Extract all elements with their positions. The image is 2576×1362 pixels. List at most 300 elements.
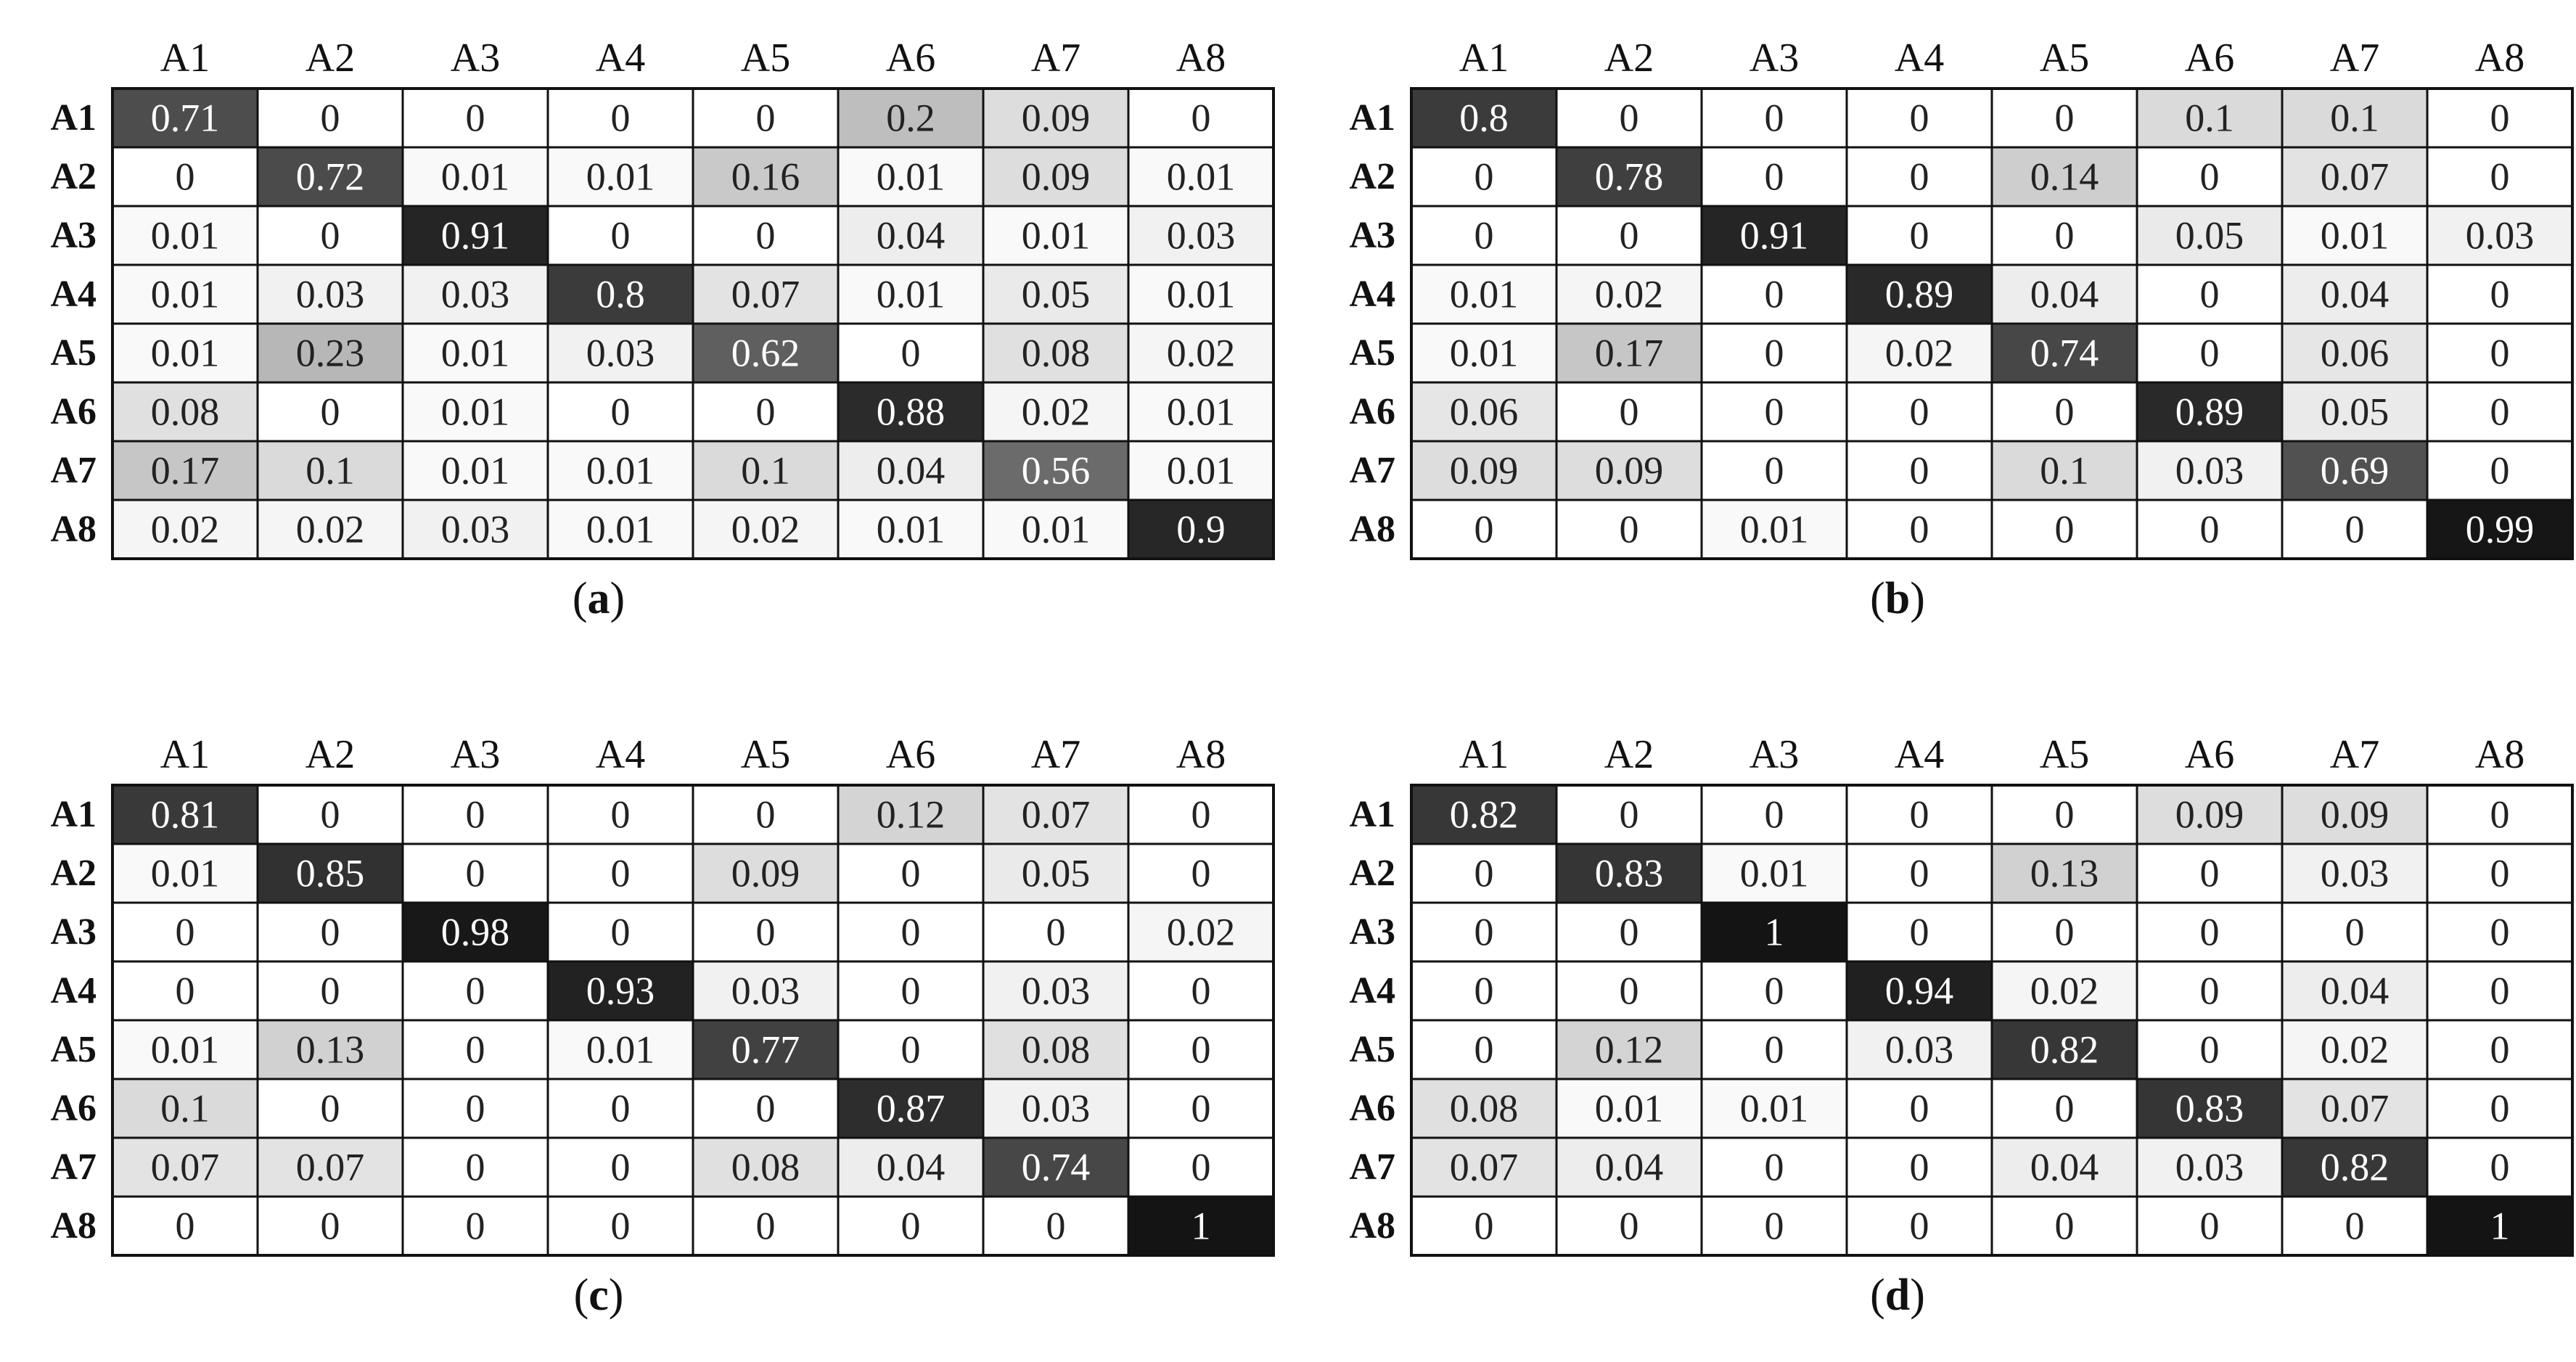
column-label: A1: [160, 732, 210, 777]
cell-value: 0.07: [1021, 792, 1091, 837]
cell-value: 0: [1046, 1204, 1066, 1248]
cell-value: 0.01: [1449, 272, 1519, 316]
cell-value: 0.08: [150, 390, 220, 434]
row-label: A5: [1349, 1029, 1395, 1070]
cell-value: 0: [2199, 851, 2220, 895]
cell-value: 0: [1191, 1027, 1211, 1072]
cell-value: 0.72: [295, 155, 365, 199]
cell-value: 0.17: [1594, 331, 1664, 375]
cell-value: 0.83: [2175, 1086, 2244, 1131]
row-label: A8: [1349, 1205, 1395, 1247]
cell-value: 0: [1909, 213, 1929, 258]
cell-value: 0: [2199, 1204, 2220, 1248]
cell-value: 0: [2199, 331, 2220, 375]
cell-value: 0: [1909, 1086, 1929, 1131]
cell-value: 0: [1619, 910, 1639, 954]
cell-value: 0.04: [2030, 1145, 2099, 1189]
cell-value: 0.02: [1884, 331, 1954, 375]
column-label: A7: [2329, 36, 2380, 81]
cell-value: 0: [2345, 910, 2365, 954]
cell-value: 0.12: [1594, 1027, 1664, 1072]
cell-value: 0.01: [440, 331, 510, 375]
cell-value: 0.89: [1884, 272, 1954, 316]
confusion-matrix-d: [1299, 697, 2525, 1306]
cell-value: 0.87: [876, 1086, 946, 1131]
cell-value: 0.02: [150, 507, 220, 551]
cell-value: 0.09: [731, 851, 800, 895]
cell-value: 0.01: [150, 331, 220, 375]
cell-value: 0.09: [1449, 448, 1519, 493]
column-label: A3: [1749, 36, 1800, 81]
row-label: A3: [1349, 911, 1395, 953]
cell-value: 0.01: [150, 1027, 220, 1072]
cell-value: 0.07: [2320, 155, 2390, 199]
cell-value: 0.02: [1166, 910, 1236, 954]
cell-value: 0.9: [1176, 507, 1226, 551]
cell-value: 0: [755, 792, 776, 837]
cell-value: 0.02: [2320, 1027, 2390, 1072]
column-label: A3: [450, 732, 501, 777]
cell-value: 0: [2490, 272, 2510, 316]
cell-value: 0.82: [2320, 1145, 2390, 1189]
row-label: A6: [50, 1088, 97, 1129]
row-label: A2: [50, 853, 97, 894]
cell-value: 0.04: [2320, 969, 2390, 1013]
cell-value: 0: [2199, 969, 2220, 1013]
cell-value: 0.08: [1021, 1027, 1091, 1072]
cell-value: 0.03: [586, 331, 655, 375]
cell-value: 0: [175, 969, 195, 1013]
cell-value: 0.82: [2030, 1027, 2099, 1072]
row-label: A3: [1349, 215, 1395, 256]
cell-value: 0: [755, 1204, 776, 1248]
cell-value: 0.23: [295, 331, 365, 375]
cell-value: 0: [1764, 1027, 1784, 1072]
cell-value: 0.09: [1594, 448, 1664, 493]
row-label: A5: [50, 332, 97, 374]
cell-value: 0: [1474, 1204, 1494, 1248]
cell-value: 0: [465, 96, 485, 140]
cell-value: 0.05: [2175, 213, 2244, 258]
cell-value: 0: [1909, 1204, 1929, 1248]
cell-value: 0: [2490, 390, 2510, 434]
row-label: A3: [50, 911, 97, 953]
cell-value: 0: [2490, 851, 2510, 895]
cell-value: 0: [755, 213, 776, 258]
cell-value: 0: [1764, 390, 1784, 434]
cell-value: 0.03: [1884, 1027, 1954, 1072]
cell-value: 0: [610, 1086, 631, 1131]
cell-value: 0.07: [731, 272, 800, 316]
cell-value: 0: [2490, 1027, 2510, 1072]
cell-value: 0: [1619, 1204, 1639, 1248]
cell-value: 0: [2054, 213, 2075, 258]
cell-value: 0: [1619, 96, 1639, 140]
cell-value: 0.01: [440, 390, 510, 434]
cell-value: 0: [2199, 910, 2220, 954]
cell-value: 0: [1909, 1145, 1929, 1189]
column-label: A2: [1604, 732, 1654, 777]
cell-value: 0.01: [1594, 1086, 1664, 1131]
cell-value: 1: [2490, 1204, 2510, 1248]
cell-value: 0: [2199, 507, 2220, 551]
cell-value: 0.01: [586, 448, 655, 493]
cell-value: 0: [1191, 792, 1211, 837]
cell-value: 0: [1764, 155, 1784, 199]
cell-value: 0: [320, 969, 340, 1013]
cell-value: 0.01: [586, 155, 655, 199]
cell-value: 0: [610, 910, 631, 954]
cell-value: 0.01: [586, 1027, 655, 1072]
cell-value: 0: [1619, 213, 1639, 258]
column-label: A4: [595, 732, 646, 777]
row-label: A7: [50, 450, 97, 491]
column-label: A6: [885, 36, 936, 81]
cell-value: 0: [2054, 1204, 2075, 1248]
cell-value: 0: [901, 331, 921, 375]
panel-caption: (b): [1870, 574, 1925, 623]
cell-value: 0: [2199, 155, 2220, 199]
cell-value: 0: [2054, 792, 2075, 837]
row-label: A1: [50, 97, 97, 139]
cell-value: 0.02: [2030, 969, 2099, 1013]
cell-value: 0: [175, 155, 195, 199]
cell-value: 0.01: [1021, 507, 1091, 551]
row-label: A1: [1349, 97, 1395, 139]
cell-value: 0: [2490, 910, 2510, 954]
cell-value: 0.02: [1594, 272, 1664, 316]
cell-value: 0: [1909, 390, 1929, 434]
cell-value: 0.74: [1021, 1145, 1091, 1189]
cell-value: 0: [465, 969, 485, 1013]
cell-value: 0: [1764, 96, 1784, 140]
cell-value: 0.13: [2030, 851, 2099, 895]
cell-value: 0.01: [1166, 272, 1236, 316]
cell-value: 0: [610, 1204, 631, 1248]
cell-value: 0: [2054, 507, 2075, 551]
cell-value: 0: [1764, 1204, 1784, 1248]
cell-value: 0.02: [1021, 390, 1091, 434]
cell-value: 0.1: [305, 448, 355, 493]
cell-value: 0.85: [295, 851, 365, 895]
column-label: A5: [740, 36, 791, 81]
cell-value: 0.01: [1449, 331, 1519, 375]
cell-value: 0: [2054, 390, 2075, 434]
cell-value: 0.03: [731, 969, 800, 1013]
cell-value: 0: [1474, 507, 1494, 551]
cell-value: 0: [2054, 1086, 2075, 1131]
cell-value: 0: [755, 96, 776, 140]
confusion-matrix-panel-a: [0, 0, 1236, 623]
confusion-matrix-panel-b: [1299, 0, 2535, 623]
cell-value: 0: [1909, 851, 1929, 895]
cell-value: 0.04: [876, 1145, 946, 1189]
cell-value: 0.01: [440, 155, 510, 199]
cell-value: 0: [610, 851, 631, 895]
cell-value: 0: [610, 1145, 631, 1189]
cell-value: 0.03: [2465, 213, 2535, 258]
cell-value: 0.2: [886, 96, 935, 140]
cell-value: 0.05: [1021, 851, 1091, 895]
column-label: A4: [1894, 36, 1945, 81]
cell-value: 0: [1474, 969, 1494, 1013]
cell-value: 0: [1764, 792, 1784, 837]
confusion-matrix-a: [0, 0, 1236, 610]
cell-value: 0.77: [731, 1027, 800, 1072]
cell-value: 0: [1619, 792, 1639, 837]
cell-value: 0.17: [150, 448, 220, 493]
cell-value: 0: [1191, 96, 1211, 140]
cell-value: 0.07: [295, 1145, 365, 1189]
row-label: A4: [1349, 970, 1395, 1012]
column-label: A1: [1459, 36, 1509, 81]
cell-value: 0: [1764, 331, 1784, 375]
cell-value: 0.08: [1449, 1086, 1519, 1131]
column-label: A3: [1749, 732, 1800, 777]
row-label: A4: [50, 970, 97, 1012]
cell-value: 0: [610, 96, 631, 140]
column-label: A2: [305, 732, 356, 777]
cell-value: 0.16: [731, 155, 800, 199]
cell-value: 0.02: [1166, 331, 1236, 375]
cell-value: 0.05: [2320, 390, 2390, 434]
cell-value: 0.07: [2320, 1086, 2390, 1131]
cell-value: 0.07: [1449, 1145, 1519, 1189]
cell-value: 0: [465, 1027, 485, 1072]
confusion-matrix-b: [1299, 0, 2535, 610]
cell-value: 0.1: [2185, 96, 2234, 140]
cell-value: 0: [465, 1086, 485, 1131]
confusion-matrix-c: [0, 697, 1236, 1306]
cell-value: 0: [465, 792, 485, 837]
cell-value: 0.98: [440, 910, 510, 954]
cell-value: 0: [755, 1086, 776, 1131]
cell-value: 0.01: [586, 507, 655, 551]
cell-value: 0: [2345, 1204, 2365, 1248]
cell-value: 0: [1474, 910, 1494, 954]
column-label: A6: [885, 732, 936, 777]
cell-value: 0.04: [876, 448, 946, 493]
cell-value: 0: [901, 1204, 921, 1248]
cell-value: 0.14: [2030, 155, 2099, 199]
column-label: A8: [2474, 732, 2525, 777]
cell-value: 0.01: [876, 272, 946, 316]
cell-value: 0: [610, 792, 631, 837]
cell-value: 0: [2490, 1086, 2510, 1131]
confusion-matrix-panel-c: [0, 697, 1236, 1320]
cell-value: 0.06: [1449, 390, 1519, 434]
cell-value: 0: [1191, 1086, 1211, 1131]
cell-value: 0.08: [731, 1145, 800, 1189]
cell-value: 0: [610, 213, 631, 258]
cell-value: 0.82: [1449, 792, 1519, 837]
cell-value: 0: [2490, 969, 2510, 1013]
cell-value: 0: [465, 1145, 485, 1189]
cell-value: 0: [175, 1204, 195, 1248]
cell-value: 0: [320, 1086, 340, 1131]
cell-value: 0: [1046, 910, 1066, 954]
column-label: A4: [1894, 732, 1945, 777]
cell-value: 0.01: [150, 851, 220, 895]
cell-value: 0.94: [1884, 969, 1954, 1013]
cell-value: 0.1: [2040, 448, 2089, 493]
cell-value: 0.04: [1594, 1145, 1664, 1189]
row-label: A7: [1349, 1146, 1395, 1188]
cell-value: 0: [1619, 507, 1639, 551]
cell-value: 0: [2490, 448, 2510, 493]
cell-value: 1: [1764, 910, 1784, 954]
cell-value: 0.01: [150, 272, 220, 316]
cell-value: 0: [2345, 507, 2365, 551]
cell-value: 0.04: [2030, 272, 2099, 316]
row-label: A2: [50, 156, 97, 197]
column-label: A7: [1030, 732, 1081, 777]
cell-value: 0.01: [1739, 1086, 1809, 1131]
column-label: A3: [450, 36, 501, 81]
cell-value: 0: [755, 910, 776, 954]
row-label: A5: [50, 1029, 97, 1070]
cell-value: 0.02: [731, 507, 800, 551]
cell-value: 0: [1764, 272, 1784, 316]
cell-value: 0.71: [150, 96, 220, 140]
cell-value: 0: [1474, 851, 1494, 895]
cell-value: 0.03: [2320, 851, 2390, 895]
column-label: A2: [1604, 36, 1654, 81]
cell-value: 0: [320, 1204, 340, 1248]
cell-value: 0: [1474, 213, 1494, 258]
cell-value: 0: [1764, 969, 1784, 1013]
cell-value: 0.03: [295, 272, 365, 316]
cell-value: 0: [1191, 1145, 1211, 1189]
cell-value: 0.93: [586, 969, 655, 1013]
cell-value: 0.01: [1166, 390, 1236, 434]
column-label: A7: [2329, 732, 2380, 777]
cell-value: 0: [1474, 155, 1494, 199]
cell-value: 0: [2490, 96, 2510, 140]
cell-value: 0.8: [596, 272, 645, 316]
cell-value: 0.56: [1021, 448, 1091, 493]
column-label: A4: [595, 36, 646, 81]
cell-value: 0: [901, 910, 921, 954]
panel-caption: (d): [1870, 1271, 1925, 1320]
cell-value: 0.09: [1021, 155, 1091, 199]
cell-value: 0: [2054, 910, 2075, 954]
cell-value: 0: [2490, 1145, 2510, 1189]
cell-value: 0.91: [1739, 213, 1809, 258]
cell-value: 0: [1191, 851, 1211, 895]
row-label: A6: [50, 391, 97, 432]
column-label: A8: [1176, 36, 1226, 81]
cell-value: 0.01: [2320, 213, 2390, 258]
column-label: A5: [2039, 732, 2090, 777]
cell-value: 0: [1909, 507, 1929, 551]
cell-value: 0.12: [876, 792, 946, 837]
cell-value: 0: [2054, 96, 2075, 140]
row-label: A8: [1349, 509, 1395, 550]
cell-value: 0.01: [1739, 851, 1809, 895]
row-label: A4: [50, 274, 97, 315]
cell-value: 0: [901, 851, 921, 895]
cell-value: 0: [1619, 390, 1639, 434]
cell-value: 0.09: [2320, 792, 2390, 837]
column-label: A5: [2039, 36, 2090, 81]
column-label: A7: [1030, 36, 1081, 81]
cell-value: 0: [755, 390, 776, 434]
cell-value: 0.01: [440, 448, 510, 493]
cell-value: 0: [320, 96, 340, 140]
cell-value: 0.1: [2330, 96, 2379, 140]
cell-value: 0.04: [876, 213, 946, 258]
cell-value: 0.09: [2175, 792, 2244, 837]
cell-value: 0: [465, 851, 485, 895]
row-label: A2: [1349, 156, 1395, 197]
cell-value: 0.03: [1021, 969, 1091, 1013]
column-label: A6: [2184, 36, 2235, 81]
cell-value: 0.01: [1739, 507, 1809, 551]
column-label: A6: [2184, 732, 2235, 777]
cell-value: 0: [1191, 969, 1211, 1013]
cell-value: 0.1: [741, 448, 790, 493]
cell-value: 0: [610, 390, 631, 434]
cell-value: 0.89: [2175, 390, 2244, 434]
cell-value: 0: [2199, 272, 2220, 316]
cell-value: 0: [1909, 448, 1929, 493]
cell-value: 0.83: [1594, 851, 1664, 895]
cell-value: 0.08: [1021, 331, 1091, 375]
column-label: A2: [305, 36, 356, 81]
cell-value: 0: [1764, 1145, 1784, 1189]
cell-value: 0: [2199, 1027, 2220, 1072]
cell-value: 0.02: [295, 507, 365, 551]
cell-value: 0.06: [2320, 331, 2390, 375]
row-label: A2: [1349, 853, 1395, 894]
cell-value: 0: [1909, 96, 1929, 140]
row-label: A7: [1349, 450, 1395, 491]
cell-value: 0.81: [150, 792, 220, 837]
cell-value: 0: [901, 969, 921, 1013]
cell-value: 0.09: [1021, 96, 1091, 140]
confusion-matrix-panel-d: [1299, 697, 2525, 1320]
cell-value: 0.88: [876, 390, 946, 434]
column-label: A5: [740, 732, 791, 777]
cell-value: 0: [2490, 155, 2510, 199]
cell-value: 0: [320, 390, 340, 434]
panel-caption: (a): [572, 574, 625, 623]
row-label: A5: [1349, 332, 1395, 374]
column-label: A1: [1459, 732, 1509, 777]
cell-value: 0: [1909, 910, 1929, 954]
row-label: A6: [1349, 391, 1395, 432]
cell-value: 0: [2490, 331, 2510, 375]
cell-value: 0: [465, 1204, 485, 1248]
row-label: A6: [1349, 1088, 1395, 1129]
cell-value: 0: [320, 792, 340, 837]
cell-value: 0: [320, 910, 340, 954]
cell-value: 0.05: [1021, 272, 1091, 316]
cell-value: 0.8: [1459, 96, 1509, 140]
cell-value: 0.01: [1166, 155, 1236, 199]
cell-value: 0.03: [1166, 213, 1236, 258]
column-label: A8: [2474, 36, 2525, 81]
cell-value: 0.03: [440, 507, 510, 551]
row-label: A3: [50, 215, 97, 256]
cell-value: 0.01: [876, 507, 946, 551]
row-label: A4: [1349, 274, 1395, 315]
cell-value: 0.99: [2465, 507, 2535, 551]
cell-value: 0.01: [150, 213, 220, 258]
row-label: A7: [50, 1146, 97, 1188]
cell-value: 0.74: [2030, 331, 2099, 375]
